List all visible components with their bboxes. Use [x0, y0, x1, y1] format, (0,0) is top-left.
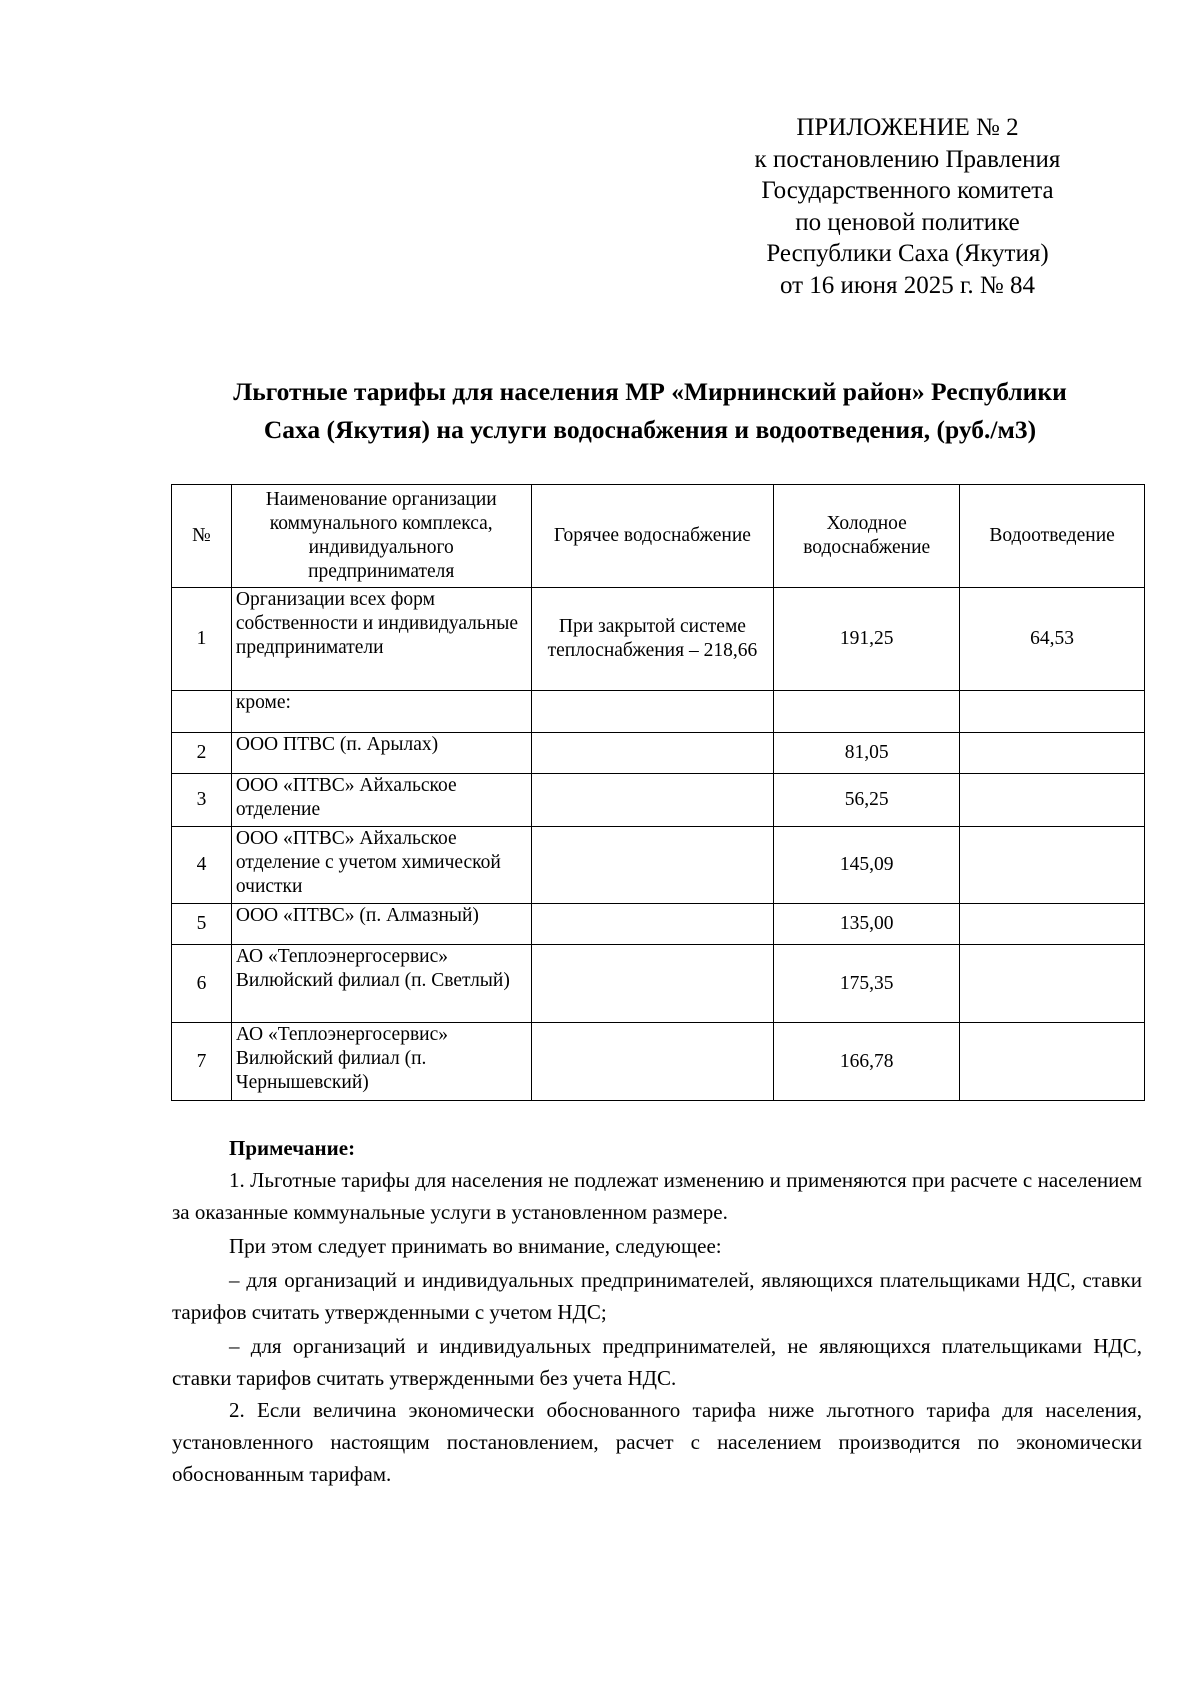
document-title	[160, 373, 1140, 449]
appendix-date: от 16 июня 2025 г. № 84	[779, 271, 1036, 299]
row-cold-water: 191,25	[774, 588, 960, 691]
title-line-1: Льготные тарифы для населения МР «Мирнинский район» Республики	[233, 377, 1067, 406]
row-name: Организации всех форм собственности и индивидуальные предприниматели	[231, 588, 531, 691]
header-hot-water: Горячее водоснабжение	[531, 485, 774, 588]
row-num: 4	[172, 827, 232, 904]
row-drainage	[960, 733, 1145, 774]
row-cold-water: 135,00	[774, 904, 960, 945]
notes-section	[172, 1132, 1142, 1490]
row-cold-water	[774, 691, 960, 733]
notes-heading: Примечание:	[229, 1136, 356, 1160]
row-hot-water	[531, 774, 774, 827]
row-cold-water: 81,05	[774, 733, 960, 774]
row-num: 5	[172, 904, 232, 945]
title-line-2: Саха (Якутия) на услуги водоснабжения и водоотведения, (руб./м3)	[263, 415, 1037, 444]
row-drainage	[960, 691, 1145, 733]
row-cold-water: 166,78	[774, 1023, 960, 1101]
row-drainage	[960, 945, 1145, 1023]
row-cold-water: 175,35	[774, 945, 960, 1023]
table-row	[172, 904, 1145, 945]
note-paragraph-1: 1. Льготные тарифы для населения не подлежат изменению и применяются при расчете с населением за оказанные коммунальные услуги в установленном размере.	[172, 1168, 1142, 1224]
table-row	[172, 827, 1145, 904]
appendix-number: ПРИЛОЖЕНИЕ № 2	[796, 114, 1019, 141]
appendix-line: к постановлению Правления	[754, 145, 1061, 173]
row-drainage	[960, 774, 1145, 827]
note-paragraph-5: 2. Если величина экономически обоснованного тарифа ниже льготного тарифа для населения, установленного настоящим постановлением, расчет с населением производится по экономически обоснованным тарифам.	[172, 1398, 1142, 1486]
appendix-line: по ценовой политике	[795, 208, 1020, 236]
row-hot-water	[531, 904, 774, 945]
row-name: АО «Теплоэнергосервис» Вилюйский филиал (п. Светлый)	[231, 945, 531, 1023]
header-cold-water: Холодное водоснабжение	[774, 485, 960, 588]
row-hot-water	[531, 1023, 774, 1101]
row-name: ООО «ПТВС» Айхальское отделение	[231, 774, 531, 827]
appendix-line: Республики Саха (Якутия)	[766, 240, 1049, 267]
appendix-block	[700, 112, 1115, 301]
table-row	[172, 691, 1145, 733]
row-hot-water	[531, 691, 774, 733]
note-paragraph-3: – для организаций и индивидуальных предпринимателей, являющихся плательщиками НДС, ставки тарифов считать утвержденными с учетом НДС;	[172, 1268, 1142, 1324]
row-drainage	[960, 827, 1145, 904]
header-num: №	[172, 485, 232, 588]
row-num: 2	[172, 733, 232, 774]
table-row	[172, 774, 1145, 827]
row-name: ООО ПТВС (п. Арылах)	[231, 733, 531, 774]
row-num: 7	[172, 1023, 232, 1101]
table-row	[172, 588, 1145, 691]
row-num: 6	[172, 945, 232, 1023]
row-cold-water: 56,25	[774, 774, 960, 827]
table-header-row	[172, 485, 1145, 588]
row-num: 3	[172, 774, 232, 827]
note-paragraph-4: – для организаций и индивидуальных предпринимателей, не являющихся плательщиками НДС, ставки тарифов считать утвержденными без учета НДС.	[172, 1334, 1142, 1390]
row-name: кроме:	[231, 691, 531, 733]
row-hot-water	[531, 733, 774, 774]
row-cold-water: 145,09	[774, 827, 960, 904]
table-row	[172, 945, 1145, 1023]
tariff-table	[171, 484, 1145, 1101]
note-paragraph-2: При этом следует принимать во внимание, следующее:	[229, 1234, 722, 1258]
row-hot-water	[531, 827, 774, 904]
row-drainage	[960, 904, 1145, 945]
table-row	[172, 1023, 1145, 1101]
row-name: ООО «ПТВС» Айхальское отделение с учетом химической очистки	[231, 827, 531, 904]
row-hot-water: При закрытой системе теплоснабжения – 218,66	[531, 588, 774, 691]
row-num	[172, 691, 232, 733]
row-name: АО «Теплоэнергосервис» Вилюйский филиал (п. Чернышевский)	[231, 1023, 531, 1101]
row-name: ООО «ПТВС» (п. Алмазный)	[231, 904, 531, 945]
header-name: Наименование организации коммунального комплекса, индивидуального предпринимателя	[231, 485, 531, 588]
header-drainage: Водоотведение	[960, 485, 1145, 588]
row-drainage	[960, 1023, 1145, 1101]
appendix-line: Государственного комитета	[761, 177, 1054, 204]
row-hot-water	[531, 945, 774, 1023]
row-num: 1	[172, 588, 232, 691]
table-row	[172, 733, 1145, 774]
row-drainage: 64,53	[960, 588, 1145, 691]
